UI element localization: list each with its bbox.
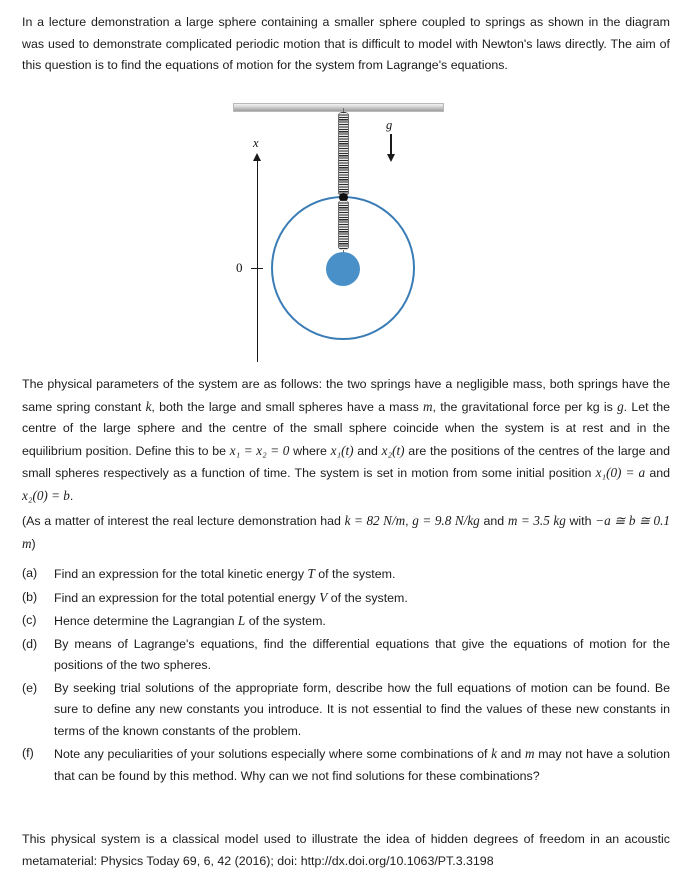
qf-text-after: may not have a solution that can be found by this method. Why can we not find solutions for these combinations? [54, 747, 670, 783]
question-text-d: By means of Lagrange's equations, find the differential equations that give the equations of motion for the positions of the two spheres. [54, 636, 670, 672]
question-text-c [54, 610, 670, 633]
note-suffix: ) [31, 536, 36, 551]
potential-energy-symbol: V [319, 589, 328, 605]
lagrangian-symbol: L [237, 613, 246, 628]
intro-paragraph: In a lecture demonstration a large sphere containing a smaller sphere coupled to springs as shown in the diagram was used to demonstrate complicated periodic motion that is difficult to model with Newton's laws directly. The aim of this question is to find the equations of motion for the system from Lagrange's equations. [22, 15, 670, 72]
params-text-8: and [645, 466, 670, 480]
params-text-5: where [289, 443, 331, 458]
note-sep-2: and [479, 514, 508, 528]
question-text-b [54, 587, 670, 610]
real-values-note [22, 510, 670, 555]
question-text-e: By seeking trial solutions of the appropriate form, describe how the full equations of motion can be found. Be sure to define any new constants you introduce. It is not essential to find the values of these new constants in terms of the known constants of the problem. [54, 680, 670, 738]
origin-label: 0 [236, 260, 243, 275]
gravity-arrow-shaft [390, 134, 392, 156]
qf-text-mid: and [496, 747, 525, 761]
list-item [22, 587, 670, 610]
equilibrium-expression: x₁ = x₂ = 0 [229, 442, 290, 458]
spring-constant-symbol: k [145, 398, 152, 414]
question-label-d: (d) [22, 636, 38, 651]
gravity-arrow-head [387, 154, 395, 162]
note-sep-1: , [405, 514, 413, 528]
m-value: m = 3.5 kg [507, 513, 566, 528]
qc-text-after: of the system. [245, 614, 326, 628]
amplitude-value: −a ≅ b ≅ 0.1 m [22, 513, 671, 551]
x1-of-t-symbol: x₁(t) [330, 442, 354, 458]
question-label-f: (f) [22, 746, 34, 760]
qa-text-after: of the system. [314, 567, 396, 581]
lower-spring [338, 200, 349, 250]
question-text-a [54, 563, 670, 586]
qf-k-symbol: k [491, 746, 497, 761]
qf-m-symbol: m [525, 746, 535, 761]
upper-spring [338, 112, 349, 196]
small-sphere [326, 252, 360, 286]
params-text-3: , the gravitational force per kg is [432, 399, 618, 414]
question-text-f [54, 743, 670, 787]
qa-text-before: Find an expression for the total kinetic energy [54, 567, 308, 581]
question-list [22, 563, 670, 788]
qf-text-before: Note any peculiarities of your solutions especially where some combinations of [54, 747, 492, 761]
note-prefix: (As a matter of interest the real lecture demonstration had [22, 514, 345, 528]
list-item [22, 563, 670, 586]
list-item [22, 678, 670, 743]
physics-diagram [210, 96, 470, 368]
g-value: g = 9.8 N/kg [412, 513, 480, 528]
params-text-4: . Let the centre of the large sphere and the centre of the small sphere coincide when the system is at rest and in the equilibrium position. Define this to be [22, 399, 671, 458]
gravity-label: g [386, 118, 393, 132]
ceiling-support-bar [233, 103, 444, 112]
list-item [22, 634, 670, 677]
x2-of-t-symbol: x₂(t) [381, 442, 405, 458]
initial-condition-2: x₂(0) = b [22, 487, 70, 503]
params-text-2: , both the large and small spheres have a mass [151, 399, 424, 414]
question-label-b: (b) [22, 589, 38, 604]
list-item [22, 610, 670, 633]
parameters-paragraph [22, 374, 670, 507]
qb-text-before: Find an expression for the total potential energy [54, 590, 320, 605]
question-label-a: (a) [22, 566, 38, 580]
citation-paragraph: This physical system is a classical model used to illustrate the idea of hidden degrees of freedom in an acoustic metamaterial: Physics Today 69, 6, 42 (2016); doi: http://dx.doi.org/10.1063/PT.3.3198 [22, 832, 670, 868]
gravity-symbol: g [617, 398, 624, 414]
params-text-1: The physical parameters of the system are as follows: the two springs have a negligible mass, both springs have the same spring constant [22, 377, 670, 414]
qc-text-before: Hence determine the Lagrangian [54, 614, 238, 628]
params-text-7: are the positions of the centres of the large and small spheres respectively as a function of time. The system is set in motion from some initial position [22, 443, 670, 480]
k-value: k = 82 N/m [344, 513, 406, 528]
origin-tick-mark [251, 268, 263, 269]
x-axis-line [257, 158, 258, 362]
qb-text-after: of the system. [327, 590, 408, 605]
initial-condition-1: x₁(0) = a [595, 465, 646, 480]
kinetic-energy-symbol: T [307, 566, 315, 581]
mass-symbol: m [423, 398, 433, 414]
params-text-9: . [69, 488, 74, 503]
question-label-c: (c) [22, 613, 37, 627]
params-text-6: and [353, 443, 382, 458]
x-axis-label: x [253, 136, 259, 150]
note-mid: with [565, 514, 596, 528]
question-label-e: (e) [22, 680, 38, 695]
list-item [22, 743, 670, 787]
